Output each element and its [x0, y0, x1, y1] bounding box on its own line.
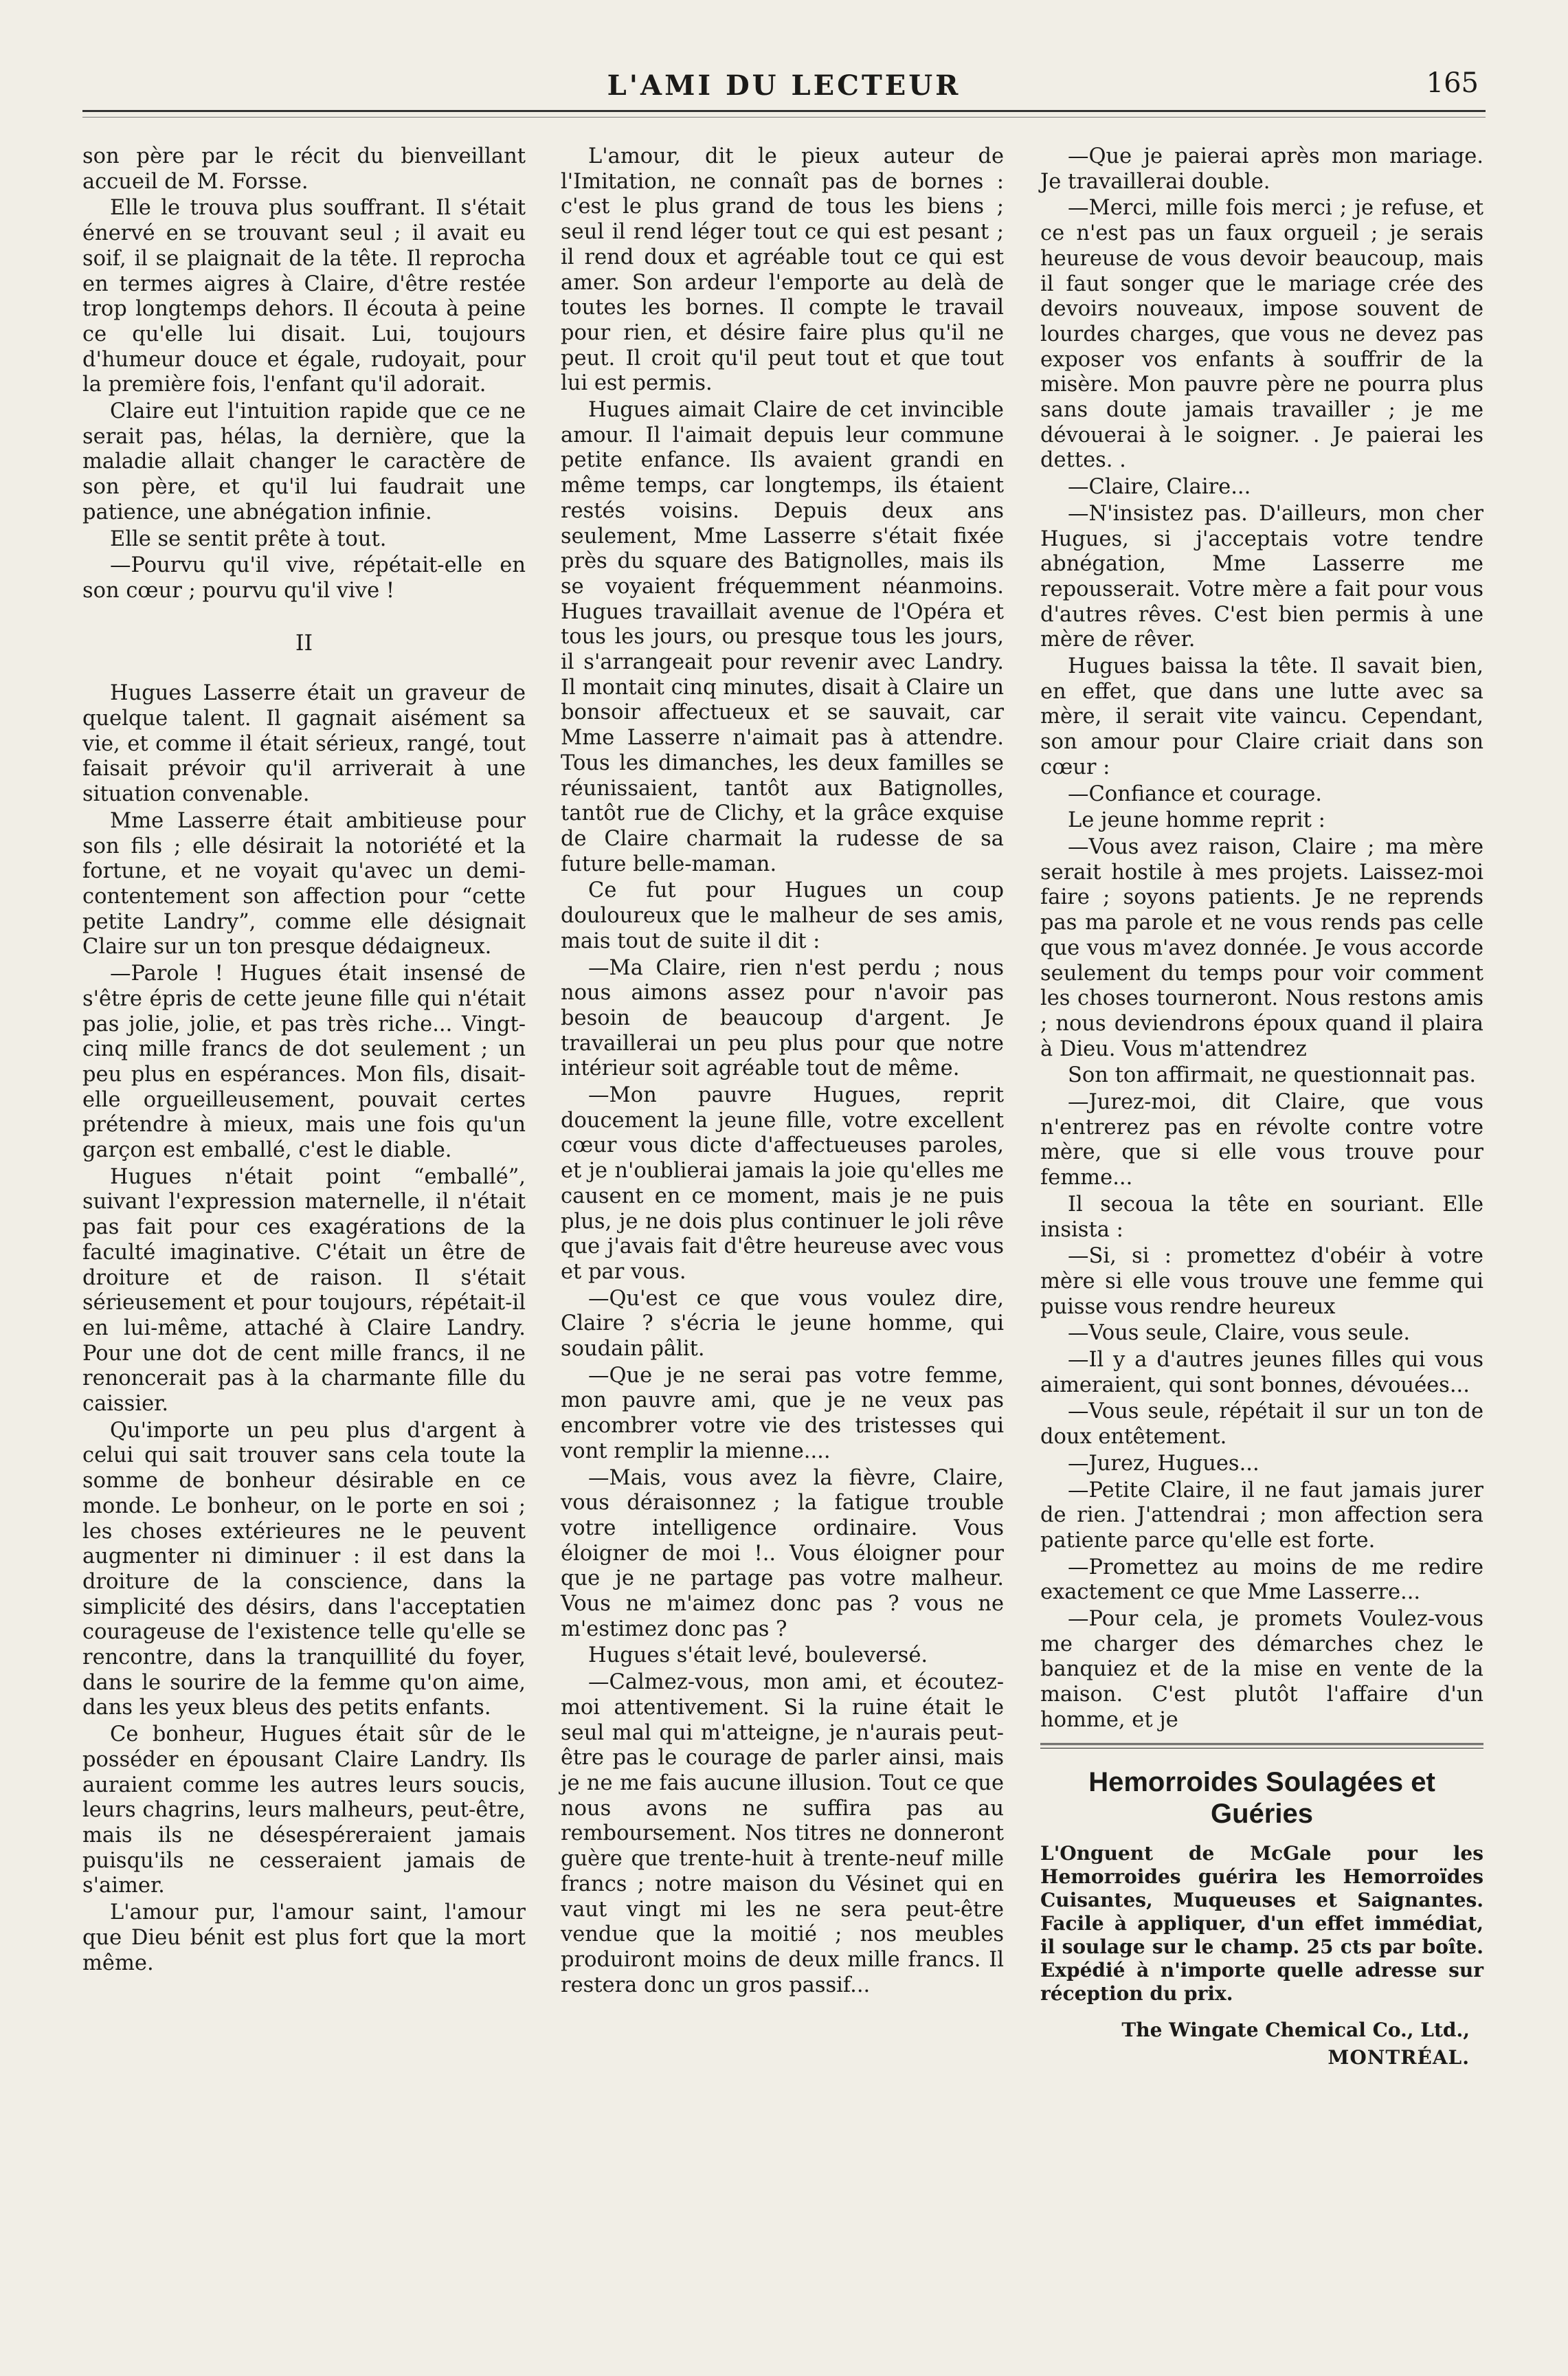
paragraph: —Vous avez raison, Claire ; ma mère serait hostile à mes projets. Laissez-moi faire ; soyons patients. Je ne reprends pas ma parole et ne vous rends pas celle que vous m'avez donnée. Je vous accorde seulement du temps pour voir comment les choses tourneront. Nous restons amis ; nous deviendrons époux quand il plaira à Dieu. Vous m'attendrez	[1040, 834, 1483, 1061]
paragraph: Elle le trouva plus souffrant. Il s'était énervé en se trouvant seul ; il avait eu soif, il se plaignait de la tête. Il reprocha en termes aigres à Claire, d'être restée trop longtemps dehors. Il écouta à peine ce qu'elle lui disait. Lui, toujours d'humeur douce et égale, rudoyait, pour la première fois, l'enfant qu'il adorait.	[82, 196, 526, 397]
paragraph: —Jurez-moi, dit Claire, que vous n'entrerez pas en révolte contre votre mère, que si elle vous trouve pour femme...	[1040, 1090, 1483, 1190]
paragraph: son père par le récit du bienveillant accueil de M. Forsse.	[82, 144, 526, 194]
paragraph: Hugues Lasserre était un graveur de quelque talent. Il gagnait aisément sa vie, et comme il était sérieux, rangé, tout faisait prévoir qu'il arriverait à une situation convenable.	[82, 681, 526, 807]
header-rule-thin	[82, 117, 1486, 118]
paragraph: —Calmez-vous, mon ami, et écoutez-moi attentivement. Si la ruine était le seul mal qui m'atteigne, je n'aurais peut-être pas le courage de parler ainsi, mais je ne me fais aucune illusion. Tout ce que nous avons ne suffira pas au remboursement. Nos titres ne donneront guère que trente-huit à trente-neuf mille francs ; notre maison du Vésinet qui en vaut vingt mi les ne sera peut-être vendue que la moitié ; nos meubles produiront moins de deux mille francs. Il restera donc un gros passif...	[561, 1670, 1004, 1997]
paragraph: —Pour cela, je promets Voulez-vous me charger des démarches chez le banquiez et de la mise en vente de la maison. C'est plutôt l'affaire d'un homme, et je	[1040, 1607, 1483, 1732]
advertisement-title: Hemorroides Soulagées et Guéries	[1088, 1766, 1435, 1829]
paragraph: —Que je paierai après mon mariage. Je travaillerai double.	[1040, 144, 1483, 194]
journal-title: L'AMI DU LECTEUR	[607, 69, 961, 102]
paragraph: Hugues n'était point “emballé”, suivant l'expression maternelle, il n'était pas fait pour ces exagérations de la faculté imaginative. C'était un être de droiture et de raison. Il s'était sérieusement et pour toujours, répétait-il en lui-même, attaché à Claire Landry. Pour une dot de cent mille francs, il ne renoncerait pas à la charmante fille du caissier.	[82, 1164, 526, 1417]
paragraph: —N'insistez pas. D'ailleurs, mon cher Hugues, si j'acceptais votre tendre abnégation, Mme Lasserre me repousserait. Votre mère a fait pour vous d'autres rêves. C'est bien permis à une mère de rêver.	[1040, 501, 1483, 652]
paragraph: Hugues baissa la tête. Il savait bien, en effet, que dans une lutte avec sa mère, il serait vite vaincu. Cependant, son amour pour Claire criait dans son cœur :	[1040, 654, 1483, 779]
page-number: 165	[1426, 67, 1479, 99]
paragraph: —Merci, mille fois merci ; je refuse, et ce n'est pas un faux orgueil ; je serais heureuse de vous devoir beaucoup, mais il faut songer que le mariage crée des devoirs nouveaux, impose souvent de lourdes charges, que vous ne devez pas exposer vos enfants à souffrir de la misère. Mon pauvre père ne pourra plus sans doute jamais travailler ; je me dévouerai à le soigner. . Je paierai les dettes. .	[1040, 196, 1483, 473]
paragraph: —Pourvu qu'il vive, répétait-elle en son cœur ; pourvu qu'il vive !	[82, 553, 526, 603]
column-1	[82, 144, 526, 1977]
paragraph: Hugues s'était levé, bouleversé.	[588, 1643, 928, 1668]
paragraph: Qu'importe un peu plus d'argent à celui qui sait trouver sans cela toute la somme de bonheur désirable en ce monde. Le bonheur, on le porte en soi ; les choses extérieures ne le peuvent augmenter ni diminuer : il est dans la droiture de la conscience, dans la simplicité des désirs, dans l'acceptatien courageuse de l'existence telle qu'elle se rencontre, dans la tranquillité du foyer, dans le sourire de la femme qu'on aime, dans les yeux bleus des petits enfants.	[82, 1418, 526, 1720]
paragraph: Claire eut l'intuition rapide que ce ne serait pas, hélas, la dernière, que la maladie allait changer le caractère de son père, et qu'il lui faudrait une patience, une abnégation infinie.	[82, 399, 526, 524]
paragraph: —Claire, Claire...	[1068, 475, 1251, 500]
page-header	[82, 60, 1486, 102]
paragraph: —Mais, vous avez la fièvre, Claire, vous déraisonnez ; la fatigue trouble votre intelligence ordinaire. Vous éloigner de moi !.. Vous éloigner pour que je ne partage pas votre malheur. Vous ne m'aimez donc pas ? vous ne m'estimez donc pas ?	[561, 1465, 1004, 1641]
paragraph: Ce fut pour Hugues un coup douloureux que le malheur de ses amis, mais tout de suite il dit :	[561, 878, 1004, 953]
paragraph: —Qu'est ce que vous voulez dire, Claire ? s'écria le jeune homme, qui soudain pâlit.	[561, 1286, 1004, 1362]
paragraph: —Promettez au moins de me redire exactement ce que Mme Lasserre...	[1040, 1555, 1483, 1605]
column-3	[1040, 144, 1483, 2072]
paragraph: L'amour pur, l'amour saint, l'amour que Dieu bénit est plus fort que la mort même.	[82, 1900, 526, 1975]
paragraph: —Que je ne serai pas votre femme, mon pauvre ami, que je ne veux pas encombrer votre vie des tristesses qui vont remplir la mienne....	[561, 1363, 1004, 1463]
paragraph: —Il y a d'autres jeunes filles qui vous aimeraient, qui sont bonnes, dévouées...	[1040, 1348, 1483, 1397]
paragraph: Mme Lasserre était ambitieuse pour son fils ; elle désirait la notoriété et la fortune, et ne voyait qu'avec un demi-contentement son affection pour “cette petite Landry”, comme elle désignait Claire sur un ton presque dédaigneux.	[82, 808, 526, 959]
paragraph: —Vous seule, répétait il sur un ton de doux entêtement.	[1040, 1399, 1483, 1450]
advertisement-city: MONTRÉAL.	[1328, 2045, 1470, 2069]
paragraph: —Si, si : promettez d'obéir à votre mère si elle vous trouve une femme qui puisse vous rendre heureux	[1040, 1244, 1483, 1319]
paragraph: Elle se sentit prête à tout.	[110, 526, 387, 551]
section-number: II	[295, 629, 313, 656]
paragraph: —Jurez, Hugues...	[1068, 1451, 1259, 1476]
advertisement-company: The Wingate Chemical Co., Ltd.,	[1121, 2018, 1470, 2041]
paragraph: —Mon pauvre Hugues, reprit doucement la jeune fille, votre excellent cœur vous dicte d'affectueuses paroles, et je n'oublierai jamais la joie qu'elles me causent en ce moment, mais je ne puis plus, je ne dois plus continuer le joli rêve que j'avais fait d'être heureuse avec vous et par vous.	[561, 1083, 1004, 1284]
paragraph: Il secoua la tête en souriant. Elle insista :	[1040, 1192, 1483, 1242]
header-rule	[82, 110, 1486, 112]
column-2	[561, 144, 1004, 1999]
paragraph: L'amour, dit le pieux auteur de l'Imitation, ne connaît pas de bornes : c'est le plus grand de tous les biens ; seul il rend léger tout ce qui est pesant ; il rend doux et agréable tout ce qui est amer. Son ardeur l'emporte au delà de toutes les bornes. Il compte le travail pour rien, et désire faire plus qu'il ne peut. Il croit qu'il peut tout et que tout lui est permis.	[561, 144, 1004, 396]
advertisement-body: L'Onguent de McGale pour les Hemorroides guérira les Hemorroïdes Cuisantes, Muqueuses et Saignantes. Facile à appliquer, d'un effet immédiat, il soulage sur le champ. 25 cts par boîte. Expédié à n'importe quelle adresse sur réception du prix.	[1040, 1841, 1483, 2005]
paragraph: Le jeune homme reprit :	[1068, 808, 1325, 833]
paragraph: Ce bonheur, Hugues était sûr de le posséder en épousant Claire Landry. Ils auraient comme les autres leurs soucis, leurs chagrins, leurs malheurs, peut-être, mais ils ne désespéreraient jamais puisqu'ils ne cesseraient jamais de s'aimer.	[82, 1722, 526, 1898]
advertisement-rule	[1040, 1743, 1483, 1748]
paragraph: —Parole ! Hugues était insensé de s'être épris de cette jeune fille qui n'était pas jolie, jolie, et pas très riche... Vingt-cinq mille francs de dot seulement ; un peu plus en espérances. Mon fils, disait-elle orgueilleusement, pouvait certes prétendre à mieux, mais une fois qu'un garçon est emballé, c'est le diable.	[82, 962, 526, 1163]
paragraph: Son ton affirmait, ne questionnait pas.	[1068, 1063, 1477, 1088]
paragraph: Hugues aimait Claire de cet invincible amour. Il l'aimait depuis leur commune petite enfance. Ils avaient grandi en même temps, car longtemps, ils étaient restés voisins. Depuis deux ans seulement, Mme Lasserre s'était fixée près du square des Batignolles, mais ils se voyaient fréquemment néanmoins. Hugues travaillait avenue de l'Opéra et tous les jours, ou presque tous les jours, il s'arrangeait pour revenir avec Landry. Il montait cinq minutes, disait à Claire un bonsoir affectueux et se sauvait, car Mme Lasserre n'aimait pas à attendre. Tous les dimanches, les deux familles se réunissaient, tantôt aux Batignolles, tantôt rue de Clichy, et la grâce exquise de Claire charmait la rudesse de sa future belle-maman.	[561, 398, 1004, 876]
paragraph: —Vous seule, Claire, vous seule.	[1068, 1321, 1411, 1346]
paragraph: —Confiance et courage.	[1068, 781, 1322, 806]
paragraph: —Petite Claire, il ne faut jamais jurer de rien. J'attendrai ; mon affection sera patiente parce qu'elle est forte.	[1040, 1478, 1483, 1553]
advertisement-signature	[1040, 2017, 1483, 2072]
paragraph: —Ma Claire, rien n'est perdu ; nous nous aimons assez pour n'avoir pas besoin de beaucoup d'argent. Je travaillerai un peu plus pour que notre intérieur soit agréable tout de même.	[561, 955, 1004, 1081]
advertisement	[1040, 1766, 1483, 2072]
